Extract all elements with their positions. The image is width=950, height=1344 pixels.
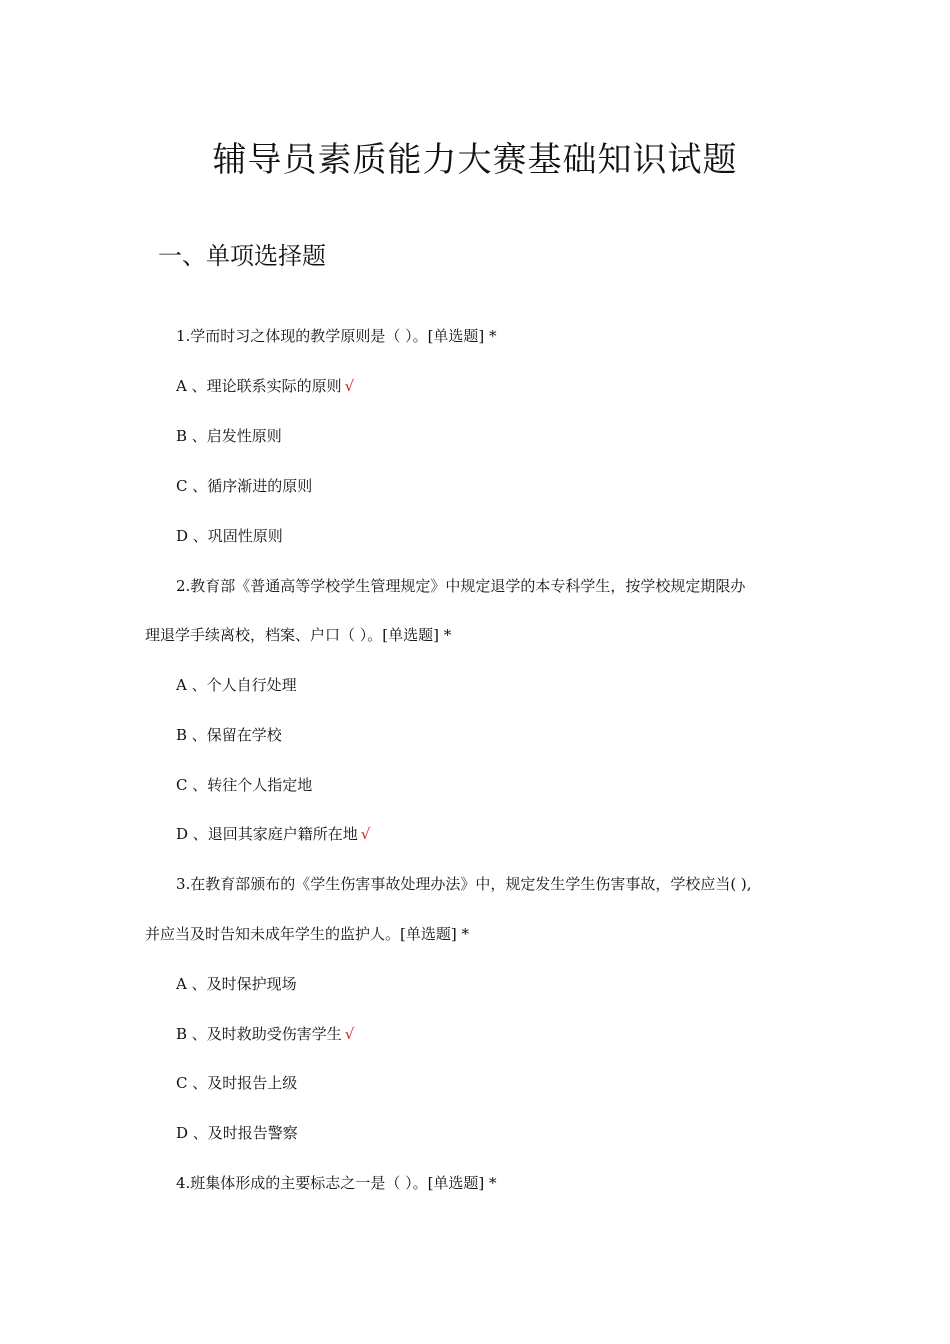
correct-check-icon: √ [360,825,371,843]
question-3-text-line-2: 并应当及时告知未成年学生的监护人。[单选题] * [145,925,469,943]
question-3-option-d [176,1121,298,1145]
question-2-option-d [176,822,370,846]
question-2-option-b [176,723,282,747]
question-2-text-line-1: 2.教育部《普通高等学校学生管理规定》中规定退学的本专科学生，按学校规定期限办 [176,577,746,595]
question-2-option-c [176,773,312,797]
question-2-option-a [176,673,297,697]
question-2-text-line-2: 理退学手续离校，档案、户口（ ）。[单选题] * [145,626,452,644]
page-title: 辅导员素质能力大赛基础知识试题 [212,140,738,180]
option-label: A 、理论联系实际的原则 [176,377,342,395]
question-3-option-c [176,1071,297,1095]
question-1-option-c [176,474,312,498]
question-3-option-b [176,1022,354,1046]
option-label: B 、保留在学校 [176,726,282,744]
question-3-text-line-1: 3.在教育部颁布的《学生伤害事故处理办法》中，规定发生学生伤害事故，学校应当( ), [176,875,752,893]
option-label: A 、及时保护现场 [176,975,297,993]
section-heading: 一、单项选择题 [158,242,326,270]
question-1-option-a [176,374,354,398]
option-label: D 、退回其家庭户籍所在地 [176,825,358,843]
option-label: B 、及时救助受伤害学生 [176,1025,342,1043]
option-label: C 、转往个人指定地 [176,776,313,794]
option-label: C 、及时报告上级 [176,1074,298,1092]
option-label: D 、巩固性原则 [176,527,283,545]
question-1-option-d [176,524,283,548]
option-label: A 、个人自行处理 [176,676,297,694]
correct-check-icon: √ [344,377,355,395]
option-label: C 、循序渐进的原则 [176,477,313,495]
question-4-text: 4.班集体形成的主要标志之一是（ ）。[单选题] * [176,1174,497,1192]
option-label: D 、及时报告警察 [176,1124,298,1142]
question-1-option-b [176,424,282,448]
option-label: B 、启发性原则 [176,427,282,445]
question-1-text: 1.学而时习之体现的教学原则是（ ）。[单选题] * [176,327,497,345]
question-3-option-a [176,972,297,996]
correct-check-icon: √ [344,1025,355,1043]
